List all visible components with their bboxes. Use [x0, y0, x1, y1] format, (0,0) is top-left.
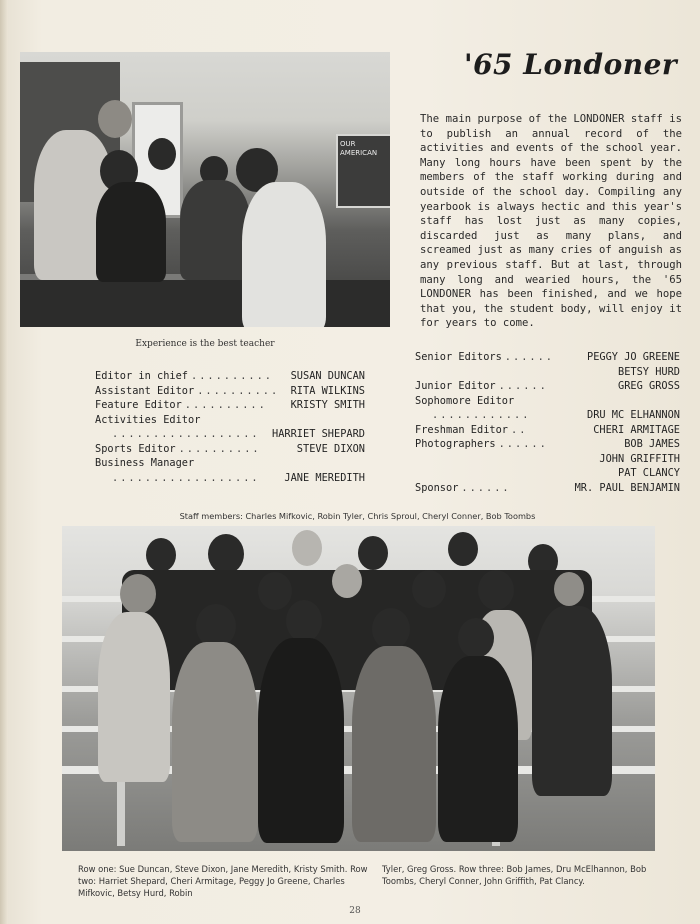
- staff-name: GREG GROSS: [618, 380, 680, 392]
- person-head: [292, 530, 322, 566]
- group-caption-right: Tyler, Greg Gross. Row three: Bob James, Dru McElhannon, Bob Toombs, Cheryl Conner, John Griffith, Pat Clancy.: [382, 864, 647, 886]
- person-head: [554, 572, 584, 606]
- staff-role: Sophomore Editor: [415, 394, 515, 407]
- person-head: [148, 138, 176, 170]
- staff-role: Sports Editor: [95, 442, 176, 455]
- staff-role: Assistant Editor: [95, 384, 195, 397]
- staff-name: KRISTY SMITH: [290, 399, 365, 411]
- person-head: [372, 608, 410, 650]
- person-head: [120, 574, 156, 614]
- page-title: '65 Londoner: [464, 48, 678, 81]
- staff-name: BOB JAMES: [624, 438, 680, 450]
- staff-name: STEVE DIXON: [296, 442, 365, 455]
- staff-row-activities-editor: [95, 427, 365, 442]
- person-figure: [438, 656, 518, 842]
- staff-name: CHERI ARMITAGE: [593, 423, 680, 436]
- staff-role: Activities Editor: [95, 413, 201, 426]
- person-head: [286, 600, 322, 642]
- staff-name: HARRIET SHEPARD: [272, 428, 365, 440]
- person-head: [258, 572, 292, 610]
- top-photo-caption: Experience is the best teacher: [135, 339, 275, 349]
- person-figure: [98, 612, 170, 782]
- leader-dots: ............: [432, 409, 531, 421]
- leader-dots: ......: [498, 438, 548, 450]
- person-head: [146, 538, 176, 572]
- staff-row-junior-editor: [415, 379, 680, 394]
- person-head: [412, 570, 446, 608]
- staff-row-sports-editor: [95, 442, 365, 457]
- staff-name: RITA WILKINS: [290, 384, 365, 397]
- person-head: [332, 564, 362, 598]
- page-number: 28: [349, 906, 361, 916]
- person-head: [358, 536, 388, 570]
- staff-role: Business Manager: [95, 457, 195, 469]
- person-figure: [96, 182, 166, 282]
- staff-role: Feature Editor: [95, 399, 182, 411]
- leader-dots: ..........: [197, 384, 280, 397]
- staff-name: PAT CLANCY: [618, 467, 680, 479]
- leader-dots: ......: [461, 481, 511, 494]
- staff-role: Sponsor: [415, 481, 459, 494]
- person-head: [208, 534, 244, 574]
- staff-row-business-manager: [95, 471, 365, 486]
- person-figure: [172, 642, 258, 842]
- group-caption-left: Row one: Sue Duncan, Steve Dixon, Jane Meredith, Kristy Smith. Row two: Harriet Shepard, Cheri Armitage, Peggy Jo Greene, Charles Mifkovic, Betsy Hurd, Robin: [78, 864, 368, 898]
- person-head: [458, 618, 494, 658]
- person-head: [98, 100, 132, 138]
- person-head: [478, 570, 514, 610]
- person-figure: [532, 606, 612, 796]
- leader-dots: ..................: [112, 471, 260, 484]
- staff-name: SUSAN DUNCAN: [290, 370, 365, 382]
- staff-row-editor-in-chief: [95, 369, 365, 384]
- leader-dots: ..........: [184, 399, 267, 411]
- person-figure: [180, 180, 250, 280]
- staff-role: Freshman Editor: [415, 423, 508, 436]
- staff-role: Senior Editors: [415, 351, 502, 363]
- staff-role: Junior Editor: [415, 380, 496, 392]
- leader-dots: ......: [504, 351, 554, 363]
- person-figure: [352, 646, 436, 842]
- staff-row-sophomore-editor: [415, 408, 680, 423]
- staff-row-assistant-editor: [95, 384, 365, 399]
- staff-name: JOHN GRIFFITH: [599, 452, 680, 465]
- staff-list-right: [415, 350, 680, 495]
- leader-dots: ..................: [112, 428, 260, 440]
- intro-paragraph: The main purpose of the LONDONER staff is to publish an annual record of the activities and events of the school year. Many long hours have been spent by the members of the staff working during and outside of the school day. Compiling any yearbook is always hectic and this year's staff has lost just as many copies, discarded just as many plans, and screamed just as many cries of anguish as any previous staff. But at last, through many long and wearied hours, the '65 LONDONER has been finished, and we hope that you, the student body, will enjoy it for years to come.: [420, 113, 682, 330]
- staff-role: Editor in chief: [95, 370, 188, 382]
- staff-name: PEGGY JO GREENE: [587, 351, 680, 363]
- table: [20, 280, 390, 327]
- staff-row-feature-editor: [95, 398, 365, 413]
- staff-row-freshman-editor: [415, 423, 680, 438]
- page-spine: [0, 0, 8, 924]
- person-head: [448, 532, 478, 566]
- staff-members-line: Staff members: Charles Mifkovic, Robin Tyler, Chris Sproul, Cheryl Conner, Bob Toombs: [179, 511, 536, 521]
- staff-list-left: [95, 369, 365, 485]
- person-figure: [258, 638, 344, 843]
- leader-dots: ......: [498, 380, 548, 392]
- staff-role: Photographers: [415, 438, 496, 450]
- staff-row-senior-editors: [415, 350, 680, 365]
- staff-name: JANE MEREDITH: [284, 471, 365, 484]
- group-photo: [62, 526, 655, 851]
- staff-row-photographers: [415, 437, 680, 452]
- leader-dots: ..........: [191, 370, 273, 382]
- staff-name: BETSY HURD: [618, 365, 680, 378]
- leader-dots: ..........: [178, 442, 261, 455]
- staff-name: MR. PAUL BENJAMIN: [574, 481, 680, 494]
- classroom-photo: [20, 52, 390, 327]
- staff-name: DRU MC ELHANNON: [587, 409, 680, 421]
- leader-dots: ..: [511, 423, 528, 436]
- staff-row-sponsor: [415, 481, 680, 496]
- person-figure: [242, 182, 326, 327]
- wall-sign-text: OUR AMERICAN: [340, 140, 378, 157]
